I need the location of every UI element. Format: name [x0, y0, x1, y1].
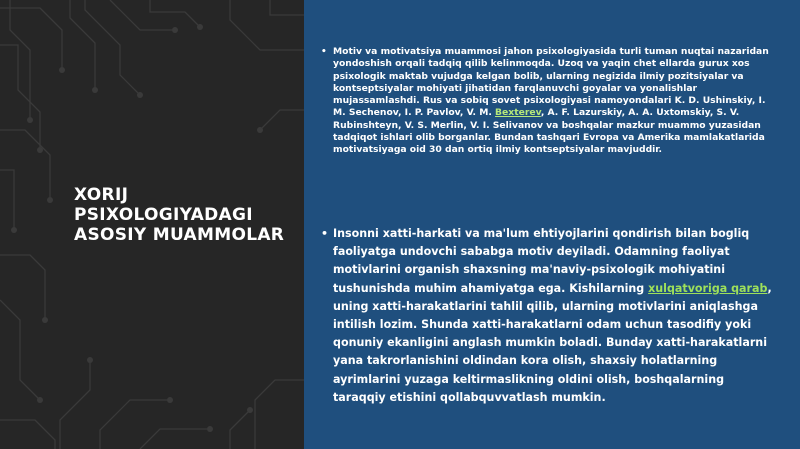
paragraph-2-text-start: Insonni xatti-harkati va ma'lum ehtiyojlarini qondirish bilan bogliq faoliyatga undovchi sababga motiv deyiladi. Odamning faoliyat motivlarini organish shaxsning ma'naviy-psixologik mohiyatini tushunishda muhim ahamiyatga ega. Kishilarning: [333, 227, 750, 295]
paragraph-1-text-end: , A. F. Lazurskiy, A. A. Uxtomskiy, S. V. Rubinshteyn, V. S. Merlin, V. I. Selivanov va boshqalar mazkur muammo yuzasidan tadqiqot ishlari olib borganlar. Bundan tashqari Evropa va Amerika mamlakatlarida motivatsiyaga oid 30 dan ortiq ilmiy kontseptsiyalar mavjuddir.: [333, 107, 765, 156]
left-panel: [0, 0, 304, 449]
bexterev-link[interactable]: Bexterev: [495, 107, 541, 119]
paragraph-1-text-start: Motiv va motivatsiya muammosi jahon psixologiyasida turli tuman nuqtai nazaridan yondoshish orqali tadqiq qilib kelinmoqda. Uzoq va yaqin chet ellarda gurux xos psixologik maktab vujudga kelgan bolib, ularning negizida ilmiy pozitsiyalar va kontseptsiyalar mohiyati jihatidan farqlanuvchi goyalar va yonalishlar mujassamlashdi. Rus va sobiq sovet psixologiyasi namoyondalari K. D. Ushinskiy, I. M. Sechenov, I. P. Pavlov, V. M.: [333, 46, 769, 119]
bullet-paragraph-1: [321, 46, 773, 157]
slide-title: XORIJ PSIXOLOGIYADAGI ASOSIY MUAMMOLAR: [74, 185, 285, 245]
xulqatvoriga-qarab-link[interactable]: xulqatvoriga qarab: [648, 281, 768, 295]
bullet-paragraph-2: [321, 225, 773, 407]
bullet-marker: •: [321, 227, 329, 240]
bullet-marker: •: [321, 47, 327, 57]
paragraph-2-text-end: , uning xatti-harakatlarini tahlil qilib, ularning motivlarini aniqlashga intilish lozim. Shunda xatti-harakatlarni odam uchun tasodifiy yoki qonuniy ekanligini anglash mumkin boladi. Bunday xatti-harakatlarni yana takrorlanishini oldindan kora olish, shaxsiy holatlarning ayrimlarini yuzaga keltirmaslikning oldini olish, boshqalarning taraqqiy etishini qollabquvvatlash mumkin.: [333, 281, 772, 404]
